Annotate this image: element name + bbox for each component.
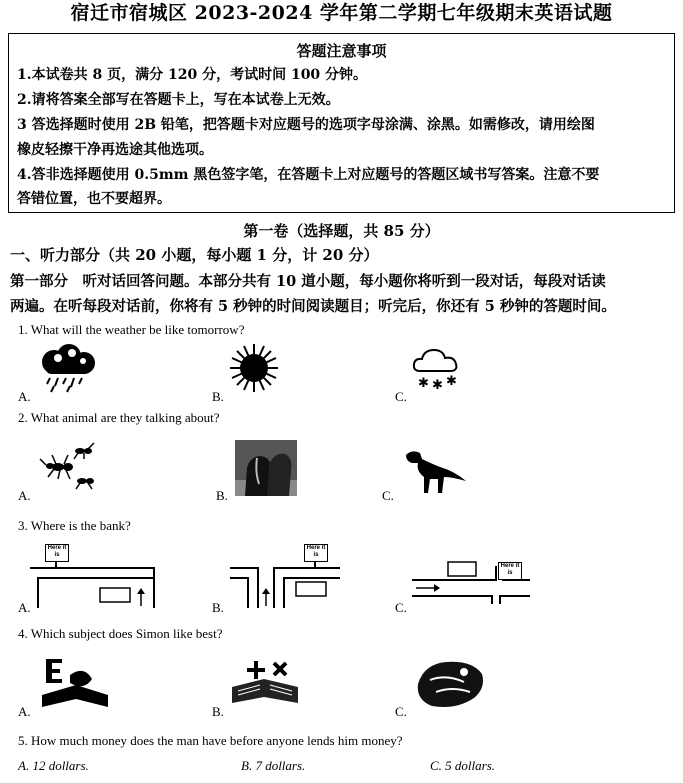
option-label[interactable]: B. [212, 704, 224, 719]
notice-item: 2.请将答案全部写在答题卡上，写在本试卷上无效。 [17, 92, 340, 108]
art-paint-icon [416, 658, 486, 712]
notice-item: 3 答选择题时使用 2B 铅笔，把答题卡对应题号的选项字母涂满、涂黑。如需修改，请用绘图 [17, 117, 595, 133]
option-label[interactable]: C. [395, 704, 407, 719]
english-book-icon [40, 655, 110, 711]
option-label[interactable]: B. [216, 488, 228, 503]
option-label[interactable]: A. 12 dollars. [18, 758, 89, 773]
elephants-icon [235, 440, 297, 496]
question-text: 2. What animal are they talking about? [18, 410, 220, 425]
part1-title: 第一卷（选择题，共 85 分） [243, 222, 440, 240]
question-text: 4. Which subject does Simon like best? [18, 626, 223, 641]
option-label[interactable]: A. [18, 704, 31, 719]
option-label[interactable]: A. [18, 488, 31, 503]
svg-text:✱: ✱ [432, 378, 443, 391]
here-it-is-sign: Here it is [304, 544, 328, 562]
here-it-is-sign: Here it is [45, 544, 69, 562]
option-label[interactable]: C. [395, 389, 407, 404]
svg-text:✱: ✱ [418, 376, 429, 391]
option-label[interactable]: C. 5 dollars. [430, 758, 496, 773]
sun-icon [229, 343, 279, 393]
notice-box [8, 33, 675, 213]
svg-text:✱: ✱ [446, 374, 457, 389]
notice-item: 1.本试卷共 8 页，满分 120 分，考试时间 100 分钟。 [17, 67, 368, 83]
notice-heading: 答题注意事项 [296, 42, 387, 60]
page-title: 宿迁市宿城区 2023-2024 学年第二学期七年级期末英语试题 [70, 2, 613, 24]
ants-icon [38, 437, 98, 493]
section1-instruction: 第一部分 听对话回答问题。本部分共有 10 道小题，每小题你将听到一段对话，每段对话读 [10, 273, 606, 290]
math-book-icon [230, 655, 300, 711]
question-text: 1. What will the weather be like tomorrow? [18, 322, 245, 337]
section1-title: 一、听力部分（共 20 小题，每小题 1 分，计 20 分） [10, 246, 379, 264]
question-text: 5. How much money does the man have before anyone lends him money? [18, 733, 403, 748]
rain-cloud-icon [36, 344, 98, 394]
option-label[interactable]: B. [212, 389, 224, 404]
option-label[interactable]: C. [395, 600, 407, 615]
question-text: 3. Where is the bank? [18, 518, 131, 533]
option-label[interactable]: B. [212, 600, 224, 615]
section1-instruction: 两遍。在听每段对话前，你将有 5 秒钟的时间阅读题目；听完后，你还有 5 秒钟的答题时间。 [10, 298, 616, 315]
notice-item: 4.答非选择题使用 0.5mm 黑色签字笔，在答题卡上对应题号的答题区域书写答案。注意不要 [17, 167, 600, 183]
snow-cloud-icon [410, 345, 462, 391]
option-label[interactable]: C. [382, 488, 394, 503]
notice-item: 橡皮轻擦干净再选途其他选项。 [17, 142, 213, 158]
here-it-is-sign: Here it is [498, 562, 522, 580]
option-label[interactable]: A. [18, 600, 31, 615]
option-label[interactable]: A. [18, 389, 31, 404]
option-label[interactable]: B. 7 dollars. [241, 758, 306, 773]
dinosaur-icon [400, 445, 470, 495]
notice-item: 答错位置，也不要超界。 [17, 191, 171, 207]
